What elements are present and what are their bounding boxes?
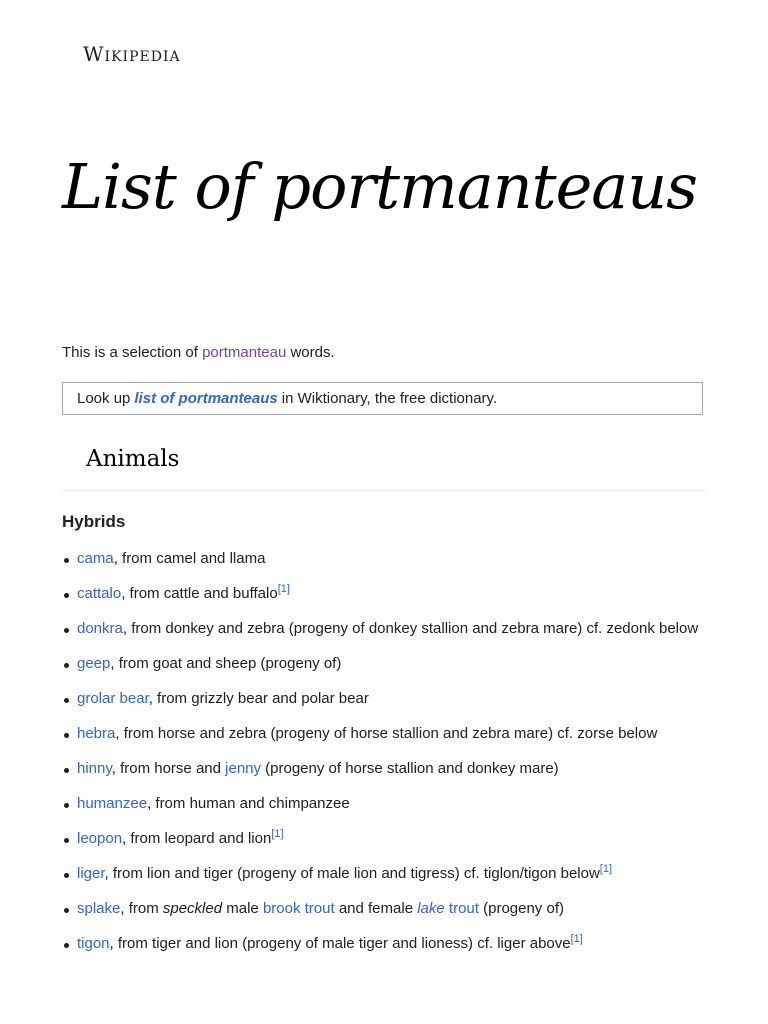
- entry-text: (progeny of): [478, 900, 564, 917]
- citation-link[interactable]: [1]: [277, 583, 290, 595]
- list-item: [62, 898, 712, 933]
- entry-link[interactable]: hebra: [77, 725, 116, 742]
- list-item: [62, 548, 712, 583]
- intro-text: This is a selection of: [62, 344, 203, 361]
- entry-text: , from human and chimpanzee: [147, 795, 350, 812]
- entry-link[interactable]: donkra: [77, 620, 123, 637]
- intro-text-end: words.: [286, 344, 335, 361]
- entry-text: (progeny of horse stallion and donkey mare): [261, 760, 559, 777]
- entry-link[interactable]: hinny: [77, 760, 112, 777]
- entry-italic-link[interactable]: [417, 900, 445, 917]
- entry-link[interactable]: liger: [77, 865, 105, 882]
- wiktionary-box: [62, 382, 703, 415]
- entry-text: and female: [334, 900, 418, 917]
- entry-text: , from: [120, 900, 163, 917]
- entry-link[interactable]: tigon: [77, 935, 110, 952]
- citation-link[interactable]: [1]: [599, 863, 613, 875]
- citation-link[interactable]: [1]: [271, 828, 284, 840]
- wiktionary-box-suffix: in Wiktionary, the free dictionary.: [281, 390, 498, 407]
- portmanteau-link[interactable]: portmanteau: [202, 344, 287, 361]
- hybrids-list: [62, 548, 712, 968]
- entry-link[interactable]: geep: [77, 655, 111, 672]
- entry-text: , from tiger and lion (progeny of male tiger and lioness) cf. liger above: [109, 935, 571, 952]
- entry-link[interactable]: cama: [77, 550, 114, 567]
- wikipedia-logo[interactable]: Wikipedia: [83, 42, 181, 66]
- entry-text: , from lion and tiger (progeny of male lion and tigress) cf. tiglon/tigon below: [104, 865, 600, 882]
- entry-link[interactable]: splake: [77, 900, 121, 917]
- list-item: [62, 583, 712, 618]
- entry-link-secondary[interactable]: brook trout: [262, 900, 335, 917]
- entry-text: , from cattle and buffalo: [121, 585, 278, 602]
- intro-paragraph: [62, 344, 335, 361]
- entry-text: , from donkey and zebra (progeny of donkey stallion and zebra mare) cf. zedonk below: [122, 620, 699, 637]
- citation-link[interactable]: [1]: [570, 933, 583, 945]
- entry-link[interactable]: leopon: [77, 830, 123, 847]
- entry-text: , from camel and llama: [113, 550, 266, 567]
- section-heading-animals[interactable]: Animals: [86, 446, 180, 472]
- entry-text: male: [222, 900, 263, 917]
- subsection-heading-hybrids: Hybrids: [62, 512, 126, 531]
- entry-italic-link-text: lake: [417, 900, 445, 917]
- section-divider: [62, 490, 706, 491]
- entry-text: , from horse and zebra (progeny of horse stallion and zebra mare) cf. zorse below: [115, 725, 658, 742]
- entry-link-secondary[interactable]: jenny: [225, 760, 261, 777]
- list-item: [62, 723, 712, 758]
- list-item: [62, 828, 712, 863]
- list-item: [62, 688, 712, 723]
- list-item: [62, 863, 712, 898]
- entry-text: , from horse and: [111, 760, 226, 777]
- page-title: List of portmanteaus: [62, 150, 697, 223]
- list-item: [62, 793, 712, 828]
- entry-link[interactable]: grolar bear: [77, 690, 149, 707]
- entry-text: , from leopard and lion: [122, 830, 272, 847]
- entry-link[interactable]: cattalo: [77, 585, 122, 602]
- wiktionary-term-link[interactable]: list of portmanteaus: [134, 390, 278, 407]
- list-item: [62, 933, 712, 968]
- entry-text: , from goat and sheep (progeny of): [110, 655, 342, 672]
- list-item: [62, 618, 712, 653]
- wiktionary-box-prefix: Look up: [77, 390, 131, 407]
- list-item: [62, 653, 712, 688]
- list-item: [62, 758, 712, 793]
- entry-link-tertiary[interactable]: trout: [448, 900, 479, 917]
- entry-italic-text: speckled: [162, 900, 223, 917]
- entry-link[interactable]: humanzee: [77, 795, 148, 812]
- entry-text: , from grizzly bear and polar bear: [148, 690, 369, 707]
